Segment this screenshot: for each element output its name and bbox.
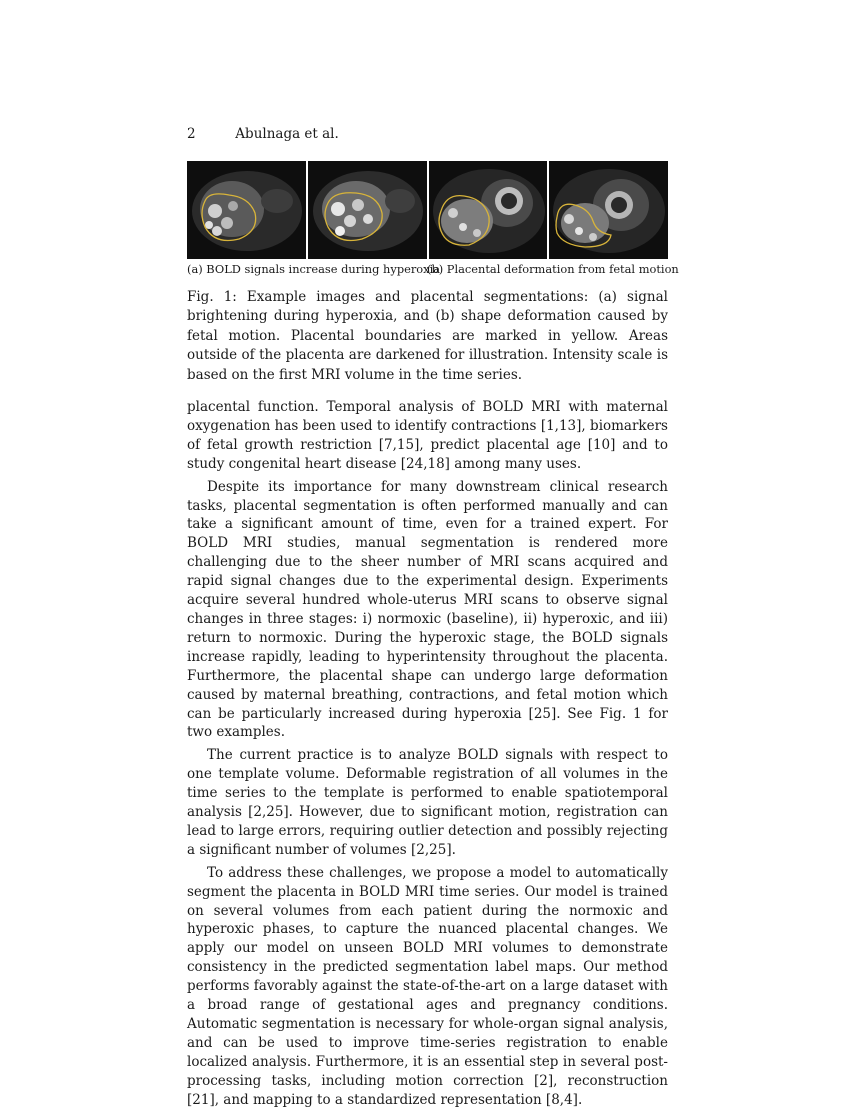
figure-subcaptions	[187, 262, 679, 276]
body-text	[187, 398, 668, 1114]
page-number: 2	[187, 126, 196, 142]
mri-panel-a2	[308, 161, 427, 259]
paragraph: Despite its importance for many downstream clinical research tasks, placental segmentation is often performed manually and can take a significant amount of time, even for a trained expert. For BOLD MRI studies, manual segmentation is rendered more challenging due to the sheer number of MRI scans acquired and rapid signal changes due to the experimental design. Experiments acquire several hundred whole-uterus MRI scans to observe signal changes in three stages: i) normoxic (baseline), ii) hyperoxic, and iii) return to normoxic. During the hyperoxic stage, the BOLD signals increase rapidly, leading to hyperintensity throughout the placenta. Furthermore, the placental shape can undergo large deformation caused by maternal breathing, contractions, and fetal motion which can be particularly increased during hyperoxia [25]. See Fig. 1 for two examples.	[187, 478, 668, 741]
figure-1-images	[187, 161, 668, 259]
running-header	[187, 126, 339, 142]
subcaption-a: (a) BOLD signals increase during hyperoxia	[187, 262, 441, 276]
mri-panel-b1	[429, 161, 548, 259]
mri-panel-a1	[187, 161, 306, 259]
figure-caption: Fig. 1: Example images and placental segmentations: (a) signal brightening during hyperoxia, and (b) shape deformation caused by fetal motion. Placental boundaries are marked in yellow. Areas outside of the placenta are darkened for illustration. Intensity scale is based on the first MRI volume in the time series.	[187, 289, 668, 383]
running-title: Abulnaga et al.	[235, 126, 339, 142]
paragraph: To address these challenges, we propose a model to automatically segment the placenta in BOLD MRI time series. Our model is trained on several volumes from each patient during the normoxic and hyperoxic phases, to capture the nuanced placental changes. We apply our model on unseen BOLD MRI volumes to demonstrate consistency in the predicted segmentation label maps. Our method performs favorably against the state-of-the-art on a large dataset with a broad range of gestational ages and pregnancy conditions. Automatic segmentation is necessary for whole-organ signal analysis, and can be used to improve time-series registration to enable localized analysis. Furthermore, it is an essential step in several post-processing tasks, including motion correction [2], reconstruction [21], and mapping to a standardized representation [8,4].	[187, 864, 668, 1108]
mri-panel-b2	[549, 161, 668, 259]
paragraph: placental function. Temporal analysis of BOLD MRI with maternal oxygenation has been used to identify contractions [1,13], biomarkers of fetal growth restriction [7,15], predict placental age [10] and to study congenital heart disease [24,18] among many uses.	[187, 399, 668, 472]
subcaption-b: (b) Placental deformation from fetal motion	[427, 262, 679, 276]
paragraph: The current practice is to analyze BOLD signals with respect to one template volume. Deformable registration of all volumes in the time series to the template is performed to enable spatiotemporal analysis [2,25]. However, due to significant motion, registration can lead to large errors, requiring outlier detection and possibly rejecting a significant number of volumes [2,25].	[187, 747, 668, 858]
